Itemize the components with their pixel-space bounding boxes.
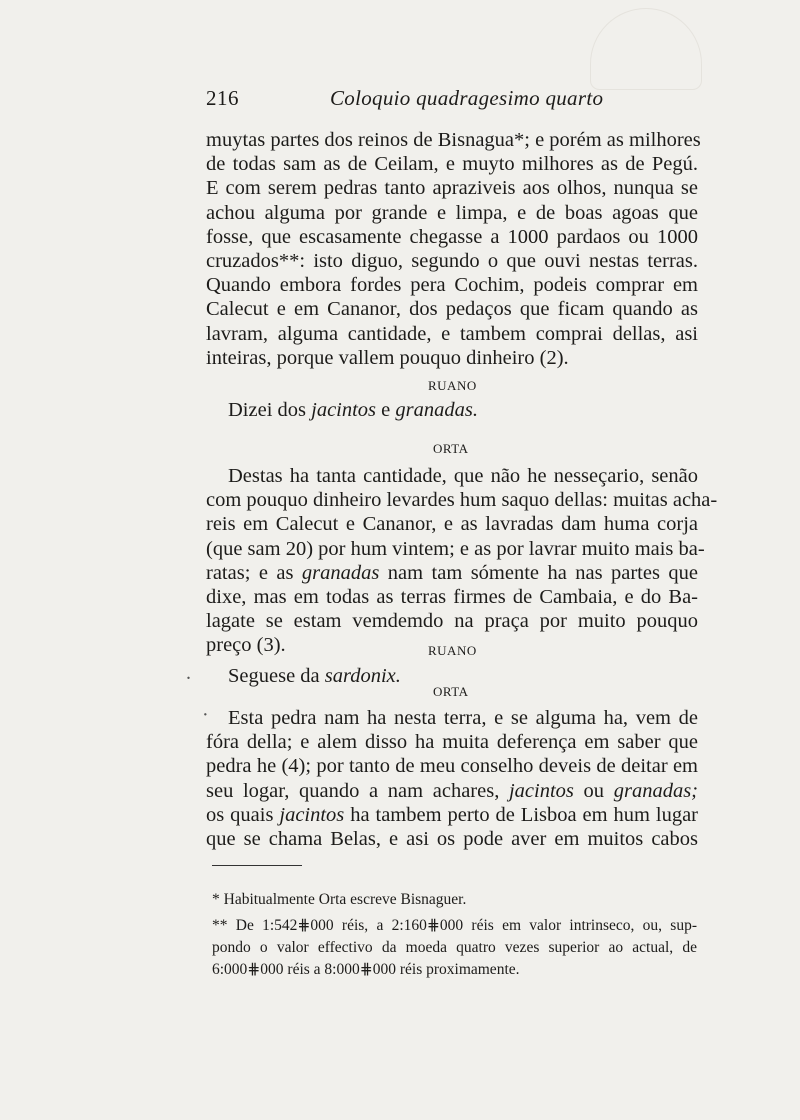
paragraph-2 [206, 464, 718, 658]
footnote-2-line: 6:000⋕000 réis a 8:000⋕000 réis proximamente. [212, 961, 520, 978]
speaker-label: ORTA [433, 441, 469, 456]
text-line: Esta pedra nam ha nesta terra, e se alguma ha, vem de [228, 707, 698, 729]
paragraph-1 [206, 128, 701, 370]
footnote-rule [212, 865, 302, 866]
text-line: fosse, que escasamente chegasse a 1000 pardaos ou 1000 [206, 225, 698, 248]
text-line: (que sam 20) por hum vintem; e as por lavrar muito mais ba- [206, 537, 705, 560]
speaker-label: ORTA [433, 684, 469, 699]
footnote-2: ** De 1:542⋕000 réis, a 2:160⋕000 réis em valor intrinseco, ou, sup- [212, 917, 697, 934]
text-line: Destas ha tanta cantidade, que não he nesseçario, senão [228, 465, 698, 487]
text-line: muytas partes dos reinos de Bisnagua*; e porém as milhores [206, 129, 701, 151]
text-line: Seguese da sardonix. [228, 665, 401, 687]
margin-dot: · [202, 704, 209, 726]
text-line: lagate se estam vemdemdo na praça por muito pouquo [206, 610, 698, 633]
text-line: com pouquo dinheiro levardes hum saquo dellas: muitas acha- [206, 489, 718, 512]
page-header [206, 86, 696, 116]
text-line: Quando embora fordes pera Cochim, podeis comprar em [206, 274, 698, 297]
text-line: os quais jacintos ha tambem perto de Lisboa em hum lugar [206, 803, 699, 826]
text-line: pedra he (4); por tanto de meu conselho deveis de deitar em [206, 755, 698, 778]
speaker-label: RUANO [428, 378, 477, 393]
text-line: que se chama Belas, e asi os pode aver em muitos cabos [206, 827, 698, 850]
text-line: inteiras, porque vallem pouquo dinheiro (2). [206, 346, 569, 369]
paper-stain [590, 8, 702, 90]
text-line: cruzados**: isto diguo, segundo o que ouvi nestas terras. [206, 249, 698, 272]
running-title: Coloquio quadragesimo quarto [330, 86, 604, 110]
text-line: ratas; e as granadas nam tam sómente ha nas partes que [206, 561, 698, 584]
margin-dot: . [186, 662, 191, 684]
page-number: 216 [206, 86, 239, 110]
ruano-line-1 [206, 398, 698, 422]
speaker-label: RUANO [428, 643, 477, 658]
footnote-2-line: pondo o valor effectivo da moeda quatro vezes superior ao actual, de [212, 939, 697, 956]
text-line: preço (3). [206, 634, 286, 657]
text-line: dixe, mas em todas as terras firmes de Cambaia, e do Ba- [206, 585, 698, 608]
paragraph-3 [206, 706, 698, 851]
text-line: E com serem pedras tanto apraziveis aos olhos, nunqua se [206, 177, 698, 200]
text-line: lavram, alguma cantidade, e tambem comprai dellas, asi [206, 322, 698, 345]
text-line: Calecut e em Cananor, dos pedaços que ficam quando as [206, 298, 698, 321]
text-line: seu logar, quando a nam achares, jacintos ou granadas; [206, 779, 699, 802]
text-line: de todas sam as de Ceilam, e muyto milhores as de Pegú. [206, 153, 698, 176]
footnotes [212, 889, 697, 981]
text-line: fóra della; e alem disso ha muita deferença em saber que [206, 731, 698, 754]
text-line: Dizei dos jacintos e granadas. [228, 399, 478, 421]
text-line: reis em Calecut e Cananor, e as lavradas dam huma corja [206, 513, 698, 536]
text-line: achou alguma por grande e limpa, e de boas agoas que [206, 201, 698, 224]
footnote-1: * Habitualmente Orta escreve Bisnaguer. [212, 891, 467, 908]
